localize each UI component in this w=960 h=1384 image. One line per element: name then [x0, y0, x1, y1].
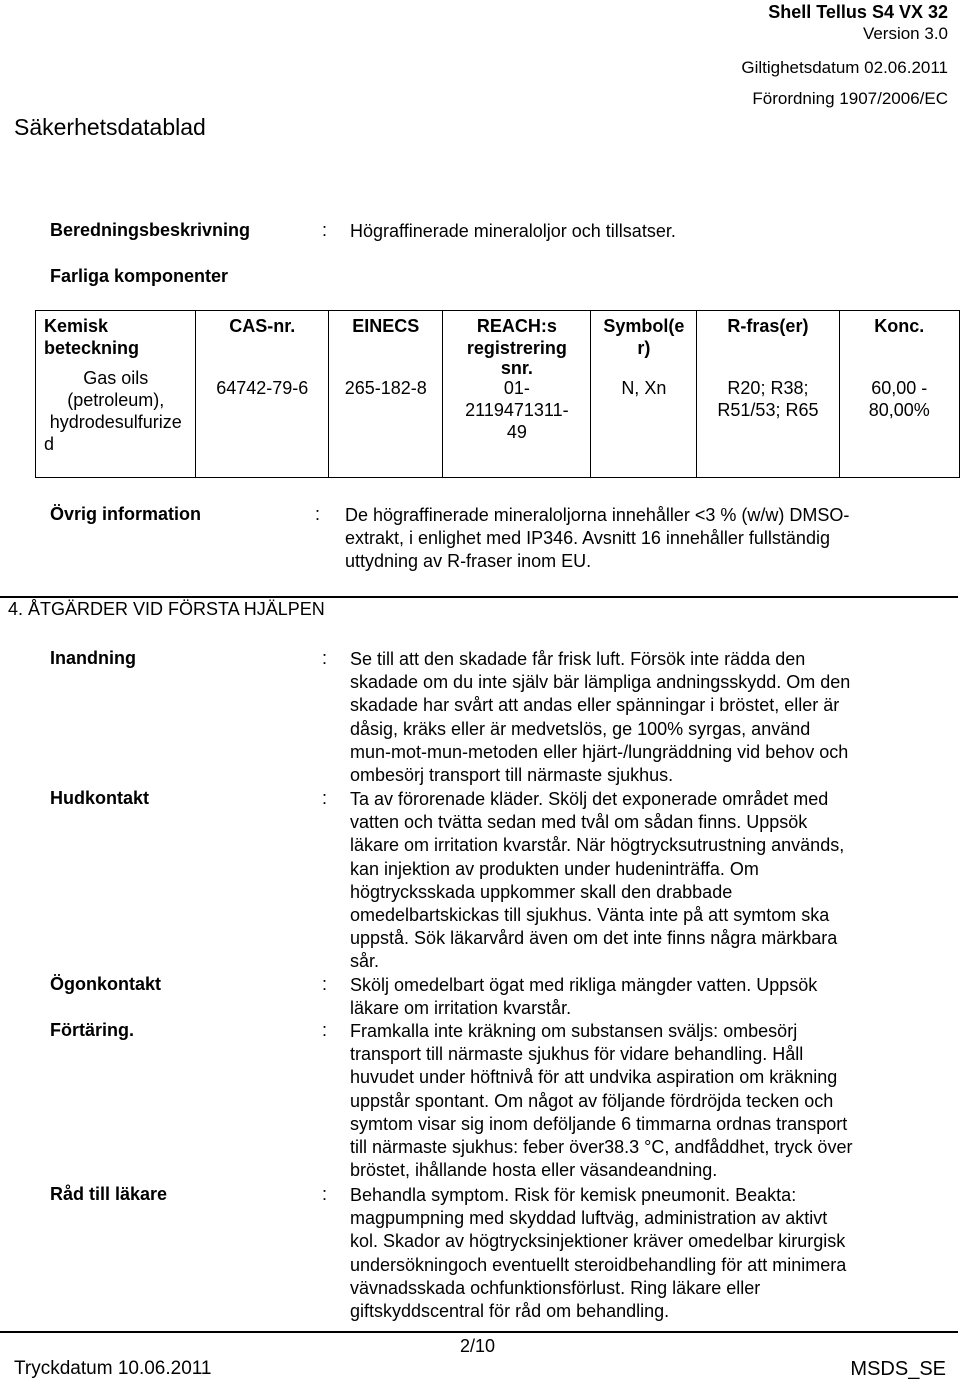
regulation-label: Förordning 1907/2006/EC — [752, 89, 948, 108]
section-title: 4. ÅTGÄRDER VID FÖRSTA HJÄLPEN — [8, 599, 325, 619]
description-value: Högraffinerade mineraloljor och tillsatser. — [350, 221, 676, 241]
print-date: Tryckdatum 10.06.2011 — [14, 1358, 212, 1379]
r-phrases-value: R20; R38; R51/53; R65 — [717, 378, 819, 420]
document-title: Säkerhetsdatablad — [14, 114, 206, 140]
einecs-value: 265-182-8 — [344, 378, 427, 398]
concentration-value: 60,00 - 80,00% — [868, 378, 930, 420]
document-code: MSDS_SE — [850, 1358, 946, 1380]
skin-contact-label: Hudkontakt — [50, 788, 149, 808]
cas-cell — [196, 311, 329, 478]
other-info-label: Övrig information — [50, 504, 202, 524]
symbol-header: Symbol(e r) — [603, 316, 685, 358]
einecs-cell — [329, 311, 443, 478]
skin-contact-text: Ta av förorenade kläder. Skölj det exponerade området med vatten och tvätta sedan med tvål om sådan finns. Uppsök läkare om irritation kvarstår. När högtrycksutrustning används, kan injektion av produkten under hudeninträffa. Om högtrycksskada uppkommer skall den drabbade omedelbartskickas till sjukhus. Vänta inte på att symtom ska uppstå. Sök läkarvård även om det inte finns några märkbara sår. — [350, 789, 845, 972]
ingestion-colon: : — [322, 1020, 328, 1040]
doctor-advice-label: Råd till läkare — [50, 1184, 168, 1204]
inhalation-text: Se till att den skadade får frisk luft. Försök inte rädda den skadade om du inte själv bär lämpliga andningsskydd. Om den skadade har svårt att andas eller spänningar i bröstet, eller är dåsig, kräks eller är medvetslös, ge 100% syrgas, använd mun-mot-mun-metoden eller hjärt-/lungräddning vid behov och ombesörj transport till närmaste sjukhus. — [350, 649, 851, 786]
reach-cell — [443, 311, 591, 478]
r-phrases-header: R-fras(er) — [727, 316, 809, 336]
symbol-value: N, Xn — [621, 378, 667, 398]
footer-divider — [0, 1331, 958, 1333]
reach-value: 01- 2119471311- 49 — [465, 378, 569, 442]
reach-header: REACH:s registrering snr. — [466, 316, 567, 378]
other-info-colon: : — [315, 504, 321, 524]
page-number: 2/10 — [460, 1336, 496, 1356]
validity-date: Giltighetsdatum 02.06.2011 — [741, 58, 948, 77]
cas-header: CAS-nr. — [229, 316, 296, 336]
concentration-cell — [839, 311, 959, 478]
ingestion-text: Framkalla inte kräkning om substansen sväljs: ombesörj transport till närmaste sjukhus för vidare behandling. Håll huvudet under höftnivå för att undvika aspiration om kräkning uppstår spontant. Om något av följande fördröjda tecken och symtom visar sig inom deföljande 6 timmarna ordnas transport till närmaste sjukhus: feber över38.3 °C, andfåddhet, tryck över bröstet, ihållande hosta eller väsandeandning. — [350, 1021, 853, 1181]
concentration-header: Konc. — [874, 316, 925, 336]
description-colon: : — [322, 220, 328, 240]
r-phrases-cell — [697, 311, 839, 478]
chemical-name-header: Kemisk beteckning — [44, 316, 140, 358]
eye-contact-text: Skölj omedelbart ögat med rikliga mängder vatten. Uppsök läkare om irritation kvarstår. — [350, 975, 818, 1019]
chemical-name-cell — [36, 311, 196, 478]
section-divider — [0, 596, 958, 598]
inhalation-label: Inandning — [50, 648, 136, 668]
inhalation-colon: : — [322, 648, 328, 668]
hazardous-components-table — [35, 310, 960, 478]
table-row — [36, 311, 960, 478]
symbol-cell — [591, 311, 697, 478]
doctor-advice-text: Behandla symptom. Risk för kemisk pneumonit. Beakta: magpumpning med skyddad luftväg, administration av aktivt kol. Skador av högtrycksinjektioner kräver omedelbar kirurgisk undersökningoch eventuellt steroidbehandling för att minimera vävnadsskada ochfunktionsförlust. Ring läkare eller giftskyddscentral för råd om behandling. — [350, 1185, 847, 1322]
chemical-name-value: Gas oils (petroleum), hydrodesulfurize d — [44, 368, 182, 454]
einecs-header: EINECS — [352, 316, 420, 336]
product-name: Shell Tellus S4 VX 32 — [768, 2, 948, 22]
doctor-advice-colon: : — [322, 1184, 328, 1204]
ingestion-label: Förtäring. — [50, 1020, 134, 1040]
description-label: Beredningsbeskrivning — [50, 220, 251, 240]
skin-contact-colon: : — [322, 788, 328, 808]
version-label: Version 3.0 — [862, 24, 948, 43]
eye-contact-colon: : — [322, 974, 328, 994]
cas-value: 64742-79-6 — [216, 378, 309, 398]
hazardous-components-title: Farliga komponenter — [50, 266, 229, 286]
other-info-value: De högraffinerade mineraloljorna innehåller <3 % (w/w) DMSO- extrakt, i enlighet med IP346. Avsnitt 16 innehåller fullständig uttydning av R-fraser inom EU. — [345, 505, 850, 572]
eye-contact-label: Ögonkontakt — [50, 974, 161, 994]
